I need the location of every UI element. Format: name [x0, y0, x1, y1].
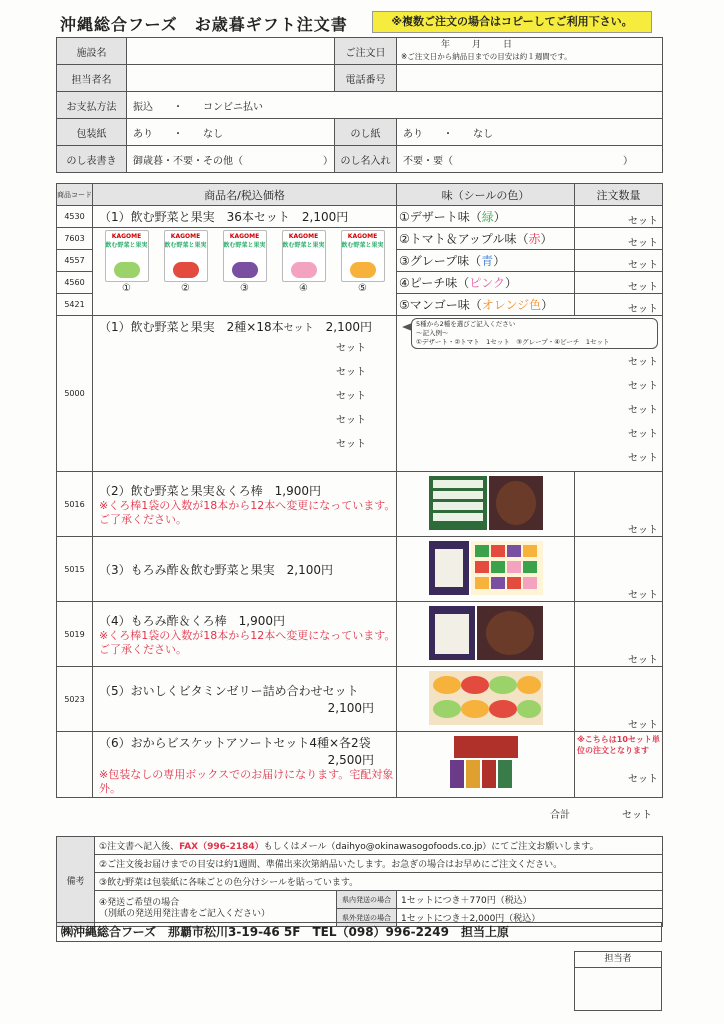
item1b-left-sets: [93, 337, 396, 457]
phone-label: 電話番号: [335, 65, 397, 92]
example-bubble: 5種から2種を選びご記入ください ～記入例～ ①デザート・②トマト 1セット ③グレープ・④ピーチ 1セット: [411, 318, 658, 349]
total-label: 合計: [550, 810, 570, 821]
juice-num-3: ③: [240, 283, 249, 294]
note-3: ③飲む野菜は包装紙に各味ごとの色分けシールを貼っています。: [95, 873, 663, 891]
noshi-name-label: のし名入れ: [335, 146, 397, 173]
qty-item6[interactable]: セット: [628, 774, 658, 785]
item5-cell: [93, 667, 397, 732]
right-set-1[interactable]: セット: [628, 357, 658, 368]
fax-number: FAX（996-2184）: [179, 842, 264, 852]
item2-name: （2）飲む野菜と果実＆くろ棒 1,900円: [99, 483, 321, 498]
flavor-row-1: ①デザート味（緑）: [397, 206, 575, 228]
item2-cell: [93, 472, 397, 537]
left-set-2[interactable]: セット: [336, 367, 366, 378]
qty-item6-cell[interactable]: [575, 732, 663, 798]
product-image-2: [427, 474, 545, 532]
item3-name: （3）もろみ酢＆飲む野菜と果実 2,100円: [93, 537, 397, 602]
right-set-3[interactable]: セット: [628, 405, 658, 416]
flavor-row-3: ③グレープ味（青）: [397, 250, 575, 272]
ship-in-value: 1セットにつき＋770円（税込）: [397, 891, 663, 909]
left-set-1[interactable]: セット: [336, 343, 366, 354]
order-date-field[interactable]: [397, 38, 663, 65]
qty-item2[interactable]: セット: [575, 472, 663, 537]
right-set-5[interactable]: セット: [628, 453, 658, 464]
phone-field[interactable]: [397, 65, 663, 92]
qty-flavor-5[interactable]: セット: [575, 294, 663, 316]
flavor-color: ピンク: [469, 276, 506, 290]
month-label: 月: [472, 40, 482, 50]
flavor-color: オレンジ色: [481, 298, 542, 312]
ship-out-value: 1セットにつき＋2,000円（税込）: [397, 909, 663, 927]
item5-name: （5）おいしくビタミンゼリー詰め合わせセット: [99, 684, 359, 698]
item2-image: [397, 472, 575, 537]
total-line[interactable]: [550, 806, 652, 821]
item1b-right-sets: [397, 351, 662, 471]
noshi-name-options[interactable]: 不要・要（ ）: [397, 146, 663, 173]
facility-field[interactable]: [127, 38, 335, 65]
code-5016: 5016: [57, 472, 93, 537]
qty-flavor-3[interactable]: セット: [575, 250, 663, 272]
juice-num-2: ②: [181, 283, 190, 294]
payment-options[interactable]: 振込 ・ コンビニ払い: [127, 92, 663, 119]
header-qty: 注文数量: [575, 184, 663, 206]
form-title: 沖縄総合フーズ お歳暮ギフト注文書: [60, 15, 348, 34]
qty-item3[interactable]: セット: [575, 537, 663, 602]
item6-warning: ※包装なしの専用ボックスでのお届けになります。宅配対象外。: [99, 767, 394, 795]
flavor-color: 赤: [528, 232, 541, 246]
juice-images: [93, 228, 397, 316]
year-label: 年: [441, 40, 451, 50]
qty-flavor-4[interactable]: セット: [575, 272, 663, 294]
item4-name: （4）もろみ酢＆くろ棒 1,900円: [99, 613, 285, 628]
code-5000: 5000: [57, 316, 93, 472]
noshi-label: のし紙: [335, 119, 397, 146]
item2-warning: ※くろ棒1袋の入数が18本から12本へ変更になっています。ご了承ください。: [99, 498, 396, 526]
product-table: [56, 183, 663, 798]
noshi-text-options[interactable]: 御歳暮・不要・その他（ ）: [127, 146, 335, 173]
notes-side-label: 備考: [57, 837, 95, 927]
item1b-right-cell: [397, 316, 663, 472]
flavor-row-2: ②トマト＆アップル味（赤）: [397, 228, 575, 250]
left-set-5[interactable]: セット: [336, 439, 366, 450]
juice-num-1: ①: [122, 283, 131, 294]
item5-price: 2,100円: [327, 701, 374, 715]
flavor-color: 青: [481, 254, 494, 268]
total-unit: セット: [622, 810, 652, 821]
juice-num-4: ④: [299, 283, 308, 294]
note-1: ①注文書へ記入後、FAX（996-2184）もしくはメール（daihyo@okinawasogofoods.co.jp）にてご注文お願いします。: [95, 837, 663, 855]
ship-in-label: 県内発送の場合: [337, 891, 397, 909]
flavor-color: 緑: [481, 210, 494, 224]
person-in-charge-label: 担当者: [575, 952, 661, 968]
item6-price: 2,500円: [327, 752, 374, 767]
item3-image: [397, 537, 575, 602]
right-set-4[interactable]: セット: [628, 429, 658, 440]
right-set-2[interactable]: セット: [628, 381, 658, 392]
qty-item4[interactable]: セット: [575, 602, 663, 667]
item1b-name-line: （1）飲む野菜と果実 2種×18本セット 2,100円: [99, 320, 372, 334]
item1b-cell: [93, 316, 397, 472]
item4-warning: ※くろ棒1袋の入数が18本から12本へ変更になっています。ご了承ください。: [99, 628, 396, 656]
juice-pack-1: KAGOME 飲む野菜と果実: [105, 230, 149, 282]
code-5019: 5019: [57, 602, 93, 667]
code-5421: 5421: [57, 294, 93, 316]
note-4: ④発送ご希望の場合 （別紙の発送用発注書をご記入ください）: [95, 891, 337, 927]
copy-note-banner: ※複数ご注文の場合はコピーしてご利用下さい。: [372, 11, 652, 33]
flavor-row-5: ⑤マンゴー味（オレンジ色）: [397, 294, 575, 316]
customer-info-table: [56, 37, 663, 173]
left-set-3[interactable]: セット: [336, 391, 366, 402]
notes-table: [56, 836, 663, 927]
noshi-text-label: のし表書き: [57, 146, 127, 173]
company-footer: ㈱沖縄総合フーズ 那覇市松川3-19-46 5F TEL（098）996-2249 担当上原: [56, 922, 662, 942]
item4-cell: [93, 602, 397, 667]
code-4560: 4560: [57, 272, 93, 294]
item6-cell: [93, 732, 397, 798]
juice-pack-2: KAGOME 飲む野菜と果実: [164, 230, 208, 282]
person-field[interactable]: [127, 65, 335, 92]
item4-image: [397, 602, 575, 667]
header-flavor: 味（シールの色）: [397, 184, 575, 206]
day-label: 日: [503, 40, 513, 50]
juice-num-5: ⑤: [358, 283, 367, 294]
person-label: 担当者名: [57, 65, 127, 92]
wrap-label: 包装紙: [57, 119, 127, 146]
noshi-options[interactable]: あり ・ なし: [397, 119, 663, 146]
item6-image: [397, 732, 575, 798]
code-5023: 5023: [57, 667, 93, 732]
ship-out-label: 県外発送の場合: [337, 909, 397, 927]
code-4557: 4557: [57, 250, 93, 272]
code-4530: 4530: [57, 206, 93, 228]
facility-label: 施設名: [57, 38, 127, 65]
order-date-label: ご注文日: [335, 38, 397, 65]
qty-item5[interactable]: セット: [575, 667, 663, 732]
header-name: 商品名/税込価格: [93, 184, 397, 206]
item6-name: （6）おからビスケットアソートセット4種×各2袋: [99, 735, 371, 750]
juice-pack-4: KAGOME 飲む野菜と果実: [282, 230, 326, 282]
juice-pack-3: KAGOME 飲む野菜と果実: [223, 230, 267, 282]
product-image-4: [427, 604, 545, 662]
header-code: 商品コード: [57, 184, 93, 206]
person-in-charge-box[interactable]: [574, 951, 662, 1011]
qty-flavor-2[interactable]: セット: [575, 228, 663, 250]
left-set-4[interactable]: セット: [336, 415, 366, 426]
note-2: ②ご注文後お届けまでの目安は約1週間、準備出来次第納品いたします。お急ぎの場合はお早めにご注文ください。: [95, 855, 663, 873]
order-date-note: ※ご注文日から納品日までの目安は約１週間です。: [401, 52, 572, 61]
wrap-options[interactable]: あり ・ なし: [127, 119, 335, 146]
item1-name: （1）飲む野菜と果実 36本セット 2,100円: [93, 206, 397, 228]
flavor-row-4: ④ピーチ味（ピンク）: [397, 272, 575, 294]
qty-flavor-1[interactable]: セット: [575, 206, 663, 228]
item6-qty-note: ※こちらは10セット単位の注文となります: [577, 735, 660, 755]
juice-pack-5: KAGOME 飲む野菜と果実: [341, 230, 385, 282]
product-image-6: [446, 734, 526, 792]
payment-label: お支払方法: [57, 92, 127, 119]
product-image-3: [427, 539, 545, 597]
code-7603: 7603: [57, 228, 93, 250]
code-5015: 5015: [57, 537, 93, 602]
item5-image: [397, 667, 575, 732]
product-image-5: [427, 669, 545, 727]
